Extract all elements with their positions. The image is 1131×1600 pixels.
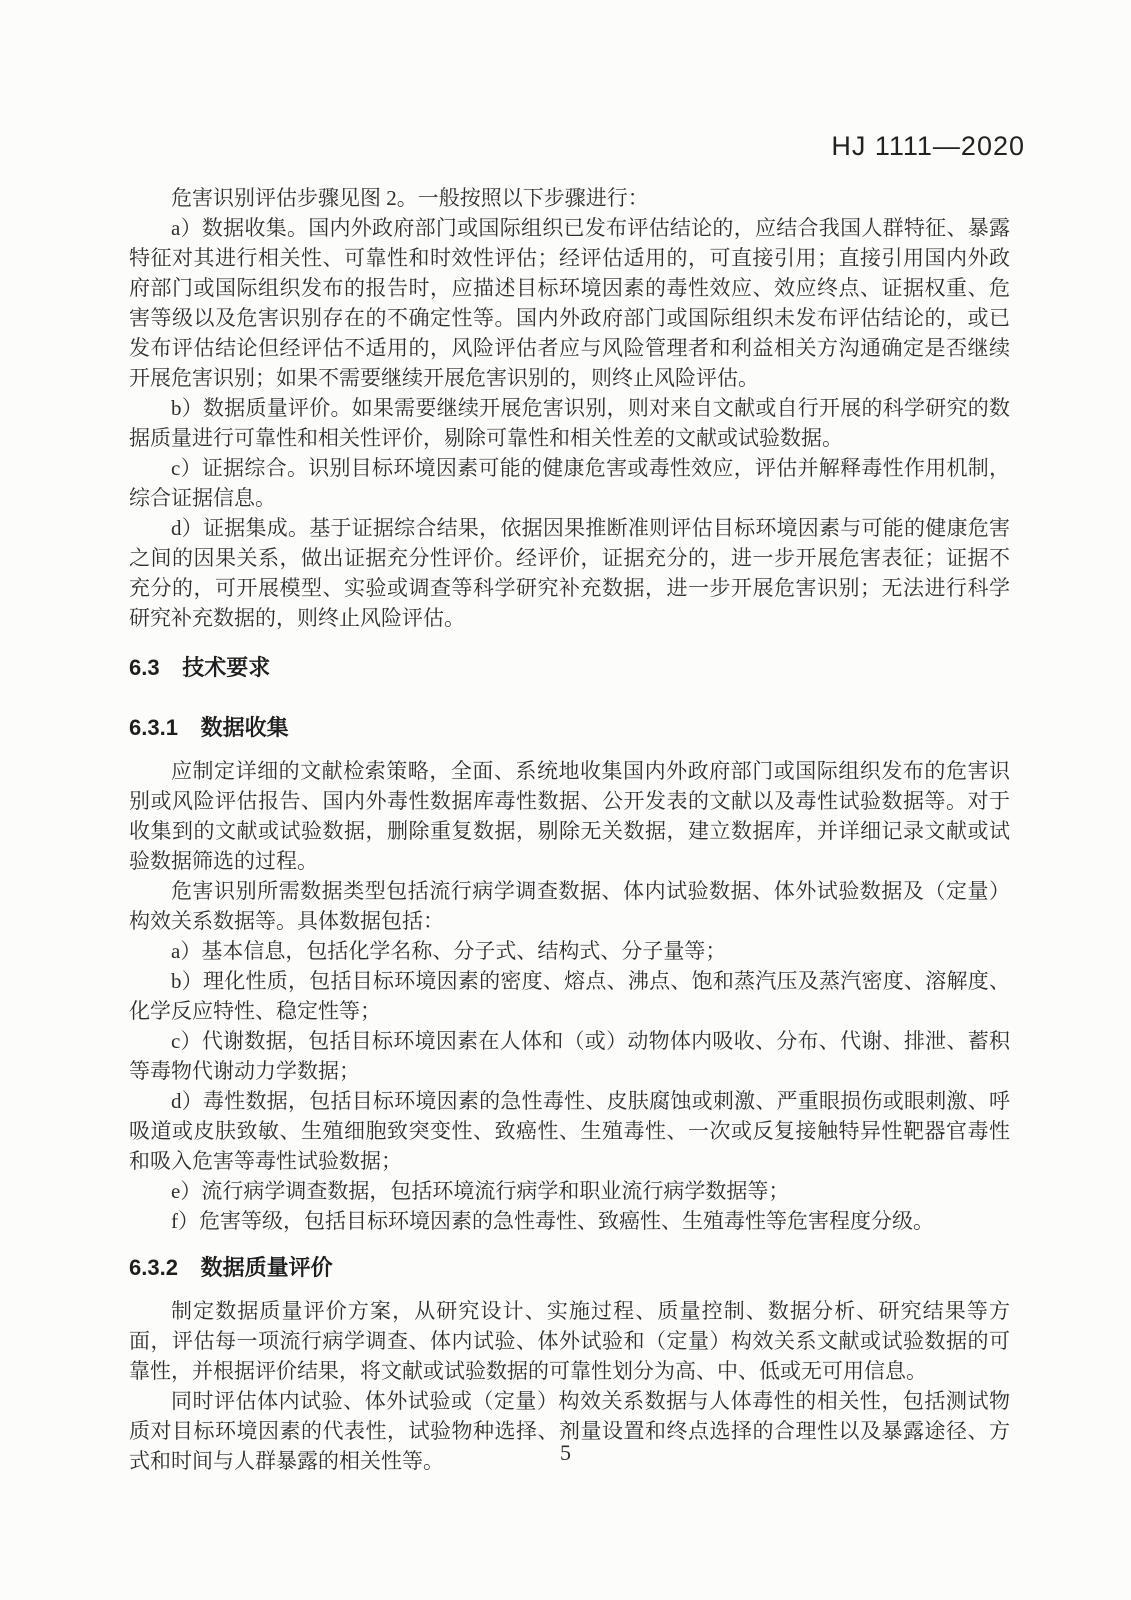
- data-item-a: a）基本信息，包括化学名称、分子式、结构式、分子量等；: [171, 939, 727, 963]
- step-b-paragraph: b）数据质量评价。如果需要继续开展危害识别，则对来自文献或自行开展的科学研究的数据质量进行可靠性和相关性评价，剔除可靠性和相关性差的文献或试验数据。: [129, 396, 1010, 450]
- page-content: [129, 183, 1010, 1476]
- section-number: 6.3: [129, 655, 160, 680]
- subsection-title: 数据质量评价: [200, 1255, 333, 1280]
- quality-evaluation-paragraph-1: 制定数据质量评价方案，从研究设计、实施过程、质量控制、数据分析、研究结果等方面，评估每一项流行病学调查、体内试验、体外试验和（定量）构效关系文献或试验数据的可靠性，并根据评价结果，将文献或试验数据的可靠性划分为高、中、低或无可用信息。: [129, 1299, 1010, 1383]
- section-heading-6-3: [129, 653, 1010, 683]
- section-heading-6-3-1: [129, 713, 1010, 743]
- page-number: 5: [560, 1440, 571, 1465]
- step-c-paragraph: c）证据综合。识别目标环境因素可能的健康危害或毒性效应，评估并解释毒性作用机制，综合证据信息。: [129, 456, 1010, 510]
- data-collection-paragraph-2: 危害识别所需数据类型包括流行病学调查数据、体内试验数据、体外试验数据及（定量）构效关系数据等。具体数据包括：: [129, 879, 1010, 933]
- step-d-paragraph: d）证据集成。基于证据综合结果，依据因果推断准则评估目标环境因素与可能的健康危害之间的因果关系，做出证据充分性评价。经评价，证据充分的，进一步开展危害表征；证据不充分的，可开展模型、实验或调查等科学研究补充数据，进一步开展危害识别；无法进行科学研究补充数据的，则终止风险评估。: [129, 516, 1010, 630]
- section-title: 技术要求: [182, 655, 271, 680]
- subsection-number: 6.3.2: [129, 1255, 178, 1280]
- data-item-e: e）流行病学调查数据，包括环境流行病学和职业流行病学数据等；: [171, 1179, 790, 1203]
- standard-number-header: HJ 1111—2020: [831, 131, 1025, 161]
- data-item-f: f）危害等级，包括目标环境因素的急性毒性、致癌性、生殖毒性等危害程度分级。: [171, 1209, 934, 1233]
- subsection-title: 数据收集: [200, 715, 289, 740]
- data-item-b: b）理化性质，包括目标环境因素的密度、熔点、沸点、饱和蒸汽压及蒸汽密度、溶解度、化学反应特性、稳定性等；: [129, 969, 1010, 1023]
- subsection-number: 6.3.1: [129, 715, 178, 740]
- step-a-paragraph: a）数据收集。国内外政府部门或国际组织已发布评估结论的，应结合我国人群特征、暴露特征对其进行相关性、可靠性和时效性评估；经评估适用的，可直接引用；直接引用国内外政府部门或国际组织发布的报告时，应描述目标环境因素的毒性效应、效应终点、证据权重、危害等级以及危害识别存在的不确定性等。国内外政府部门或国际组织未发布评估结论的，或已发布评估结论但经评估不适用的，风险评估者应与风险管理者和利益相关方沟通确定是否继续开展危害识别；如果不需要继续开展危害识别的，则终止风险评估。: [129, 216, 1010, 390]
- section-heading-6-3-2: [129, 1253, 1010, 1283]
- intro-paragraph: 危害识别评估步骤见图 2。一般按照以下步骤进行：: [171, 186, 649, 210]
- data-item-d: d）毒性数据，包括目标环境因素的急性毒性、皮肤腐蚀或刺激、严重眼损伤或眼刺激、呼吸道或皮肤致敏、生殖细胞致突变性、致癌性、生殖毒性、一次或反复接触特异性靶器官毒性和吸入危害等毒性试验数据；: [129, 1089, 1010, 1173]
- quality-evaluation-paragraph-2: 同时评估体内试验、体外试验或（定量）构效关系数据与人体毒性的相关性，包括测试物质对目标环境因素的代表性，试验物种选择、剂量设置和终点选择的合理性以及暴露途径、方式和时间与人群暴露的相关性等。: [129, 1389, 1010, 1473]
- data-item-c: c）代谢数据，包括目标环境因素在人体和（或）动物体内吸收、分布、代谢、排泄、蓄积等毒物代谢动力学数据；: [129, 1029, 1010, 1083]
- data-collection-paragraph-1: 应制定详细的文献检索策略，全面、系统地收集国内外政府部门或国际组织发布的危害识别或风险评估报告、国内外毒性数据库毒性数据、公开发表的文献以及毒性试验数据等。对于收集到的文献或试验数据，删除重复数据，剔除无关数据，建立数据库，并详细记录文献或试验数据筛选的过程。: [129, 759, 1010, 873]
